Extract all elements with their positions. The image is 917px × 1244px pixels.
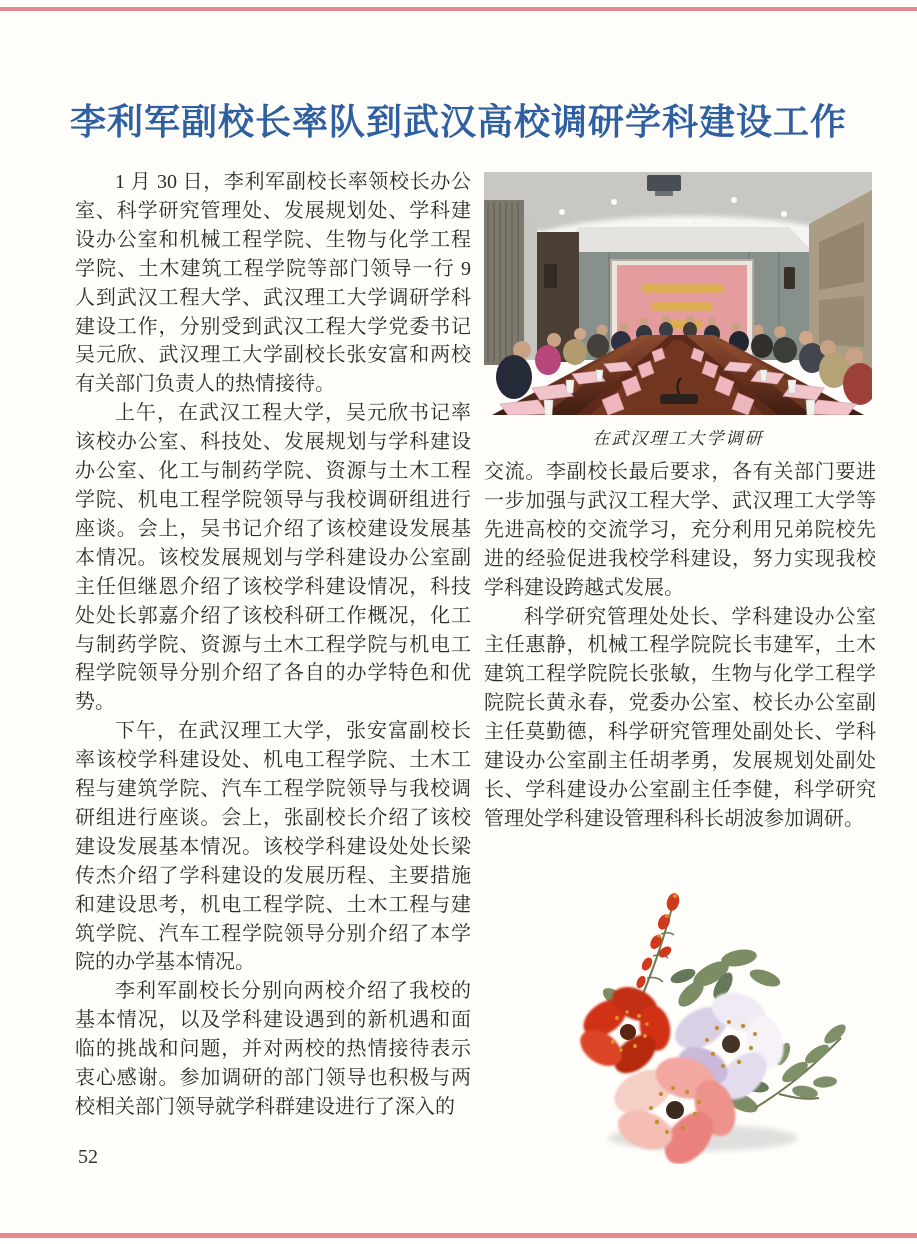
article-title: 李利军副校长率队到武汉高校调研学科建设工作 — [69, 102, 847, 142]
paragraph-4-continued: 交流。李副校长最后要求，各有关部门要进一步加强与武汉工程大学、武汉理工大学等先进高校的交流学习，充分利用兄弟院校先进的经验促进我校学科建设，努力实现我校学科建设跨越式发展。 — [484, 461, 876, 599]
flower-illustration — [543, 886, 861, 1164]
paragraph-5: 科学研究管理处处长、学科建设办公室主任惠静，机械工程学院院长韦建军，土木建筑工程学院院长张敏，生物与化学工程学院院长黄永春，党委办公室、校长办公室副主任莫勤德，科学研究管理处副处长、学科建设办公室副主任胡孝勇，发展规划处副处长、学科建设办公室副主任李健，科学研究管理处学科建设管理科科长胡波参加调研。 — [484, 605, 876, 830]
paragraph-4: 李利军副校长分别向两校介绍了我校的基本情况，以及学科建设遇到的新机遇和面临的挑战和问题，并对两校的热情接待表示衷心感谢。参加调研的部门领导也积极与两校相关部门领导就学科群建设进行了深入的 — [75, 980, 471, 1118]
bottom-border-rule — [0, 1233, 917, 1238]
right-text-column — [484, 458, 876, 834]
left-text-column — [75, 168, 471, 1122]
meeting-photo-illustration — [484, 172, 872, 415]
top-border-rule — [0, 7, 917, 11]
paragraph-2: 上午，在武汉工程大学，吴元欣书记率该校办公室、科技处、发展规划与学科建设办公室、化工与制药学院、资源与土木工程学院、机电工程学院领导与我校调研组进行座谈。会上，吴书记介绍了该校建设发展基本情况。该校发展规划与学科建设办公室副主任但继恩介绍了该校学科建设情况，科技处处长郭嘉介绍了该校科研工作概况，化工与制药学院、资源与土木工程学院与机电工程学院领导分别介绍了各自的办学特色和优势。 — [75, 402, 471, 714]
page-number: 52 — [78, 1146, 98, 1168]
paragraph-3: 下午，在武汉理工大学，张安富副校长率该校学科建设处、机电工程学院、土木工程与建筑学院、汽车工程学院领导与我校调研组进行座谈。会上，张副校长介绍了该校建设发展基本情况。该校学科建设处处长梁传杰介绍了学科建设的发展历程、主要措施和建设思考，机电工程学院、土木工程与建筑学院、汽车工程学院领导分别介绍了本学院的办学基本情况。 — [75, 720, 471, 974]
meeting-photo — [484, 172, 872, 415]
photo-caption: 在武汉理工大学调研 — [592, 429, 764, 448]
flower-bouquet-icon — [543, 886, 861, 1164]
paragraph-1: 1 月 30 日，李利军副校长率领校长办公室、科学研究管理处、发展规划处、学科建设办公室和机械工程学院、生物与化学工程学院、土木建筑工程学院等部门领导一行 9 人到武汉工程大学、武汉理工大学调研学科建设工作，分别受到武汉工程大学党委书记吴元欣、武汉理工大学副校长张安富和两校有关部门负责人的热情接待。 — [75, 171, 471, 396]
